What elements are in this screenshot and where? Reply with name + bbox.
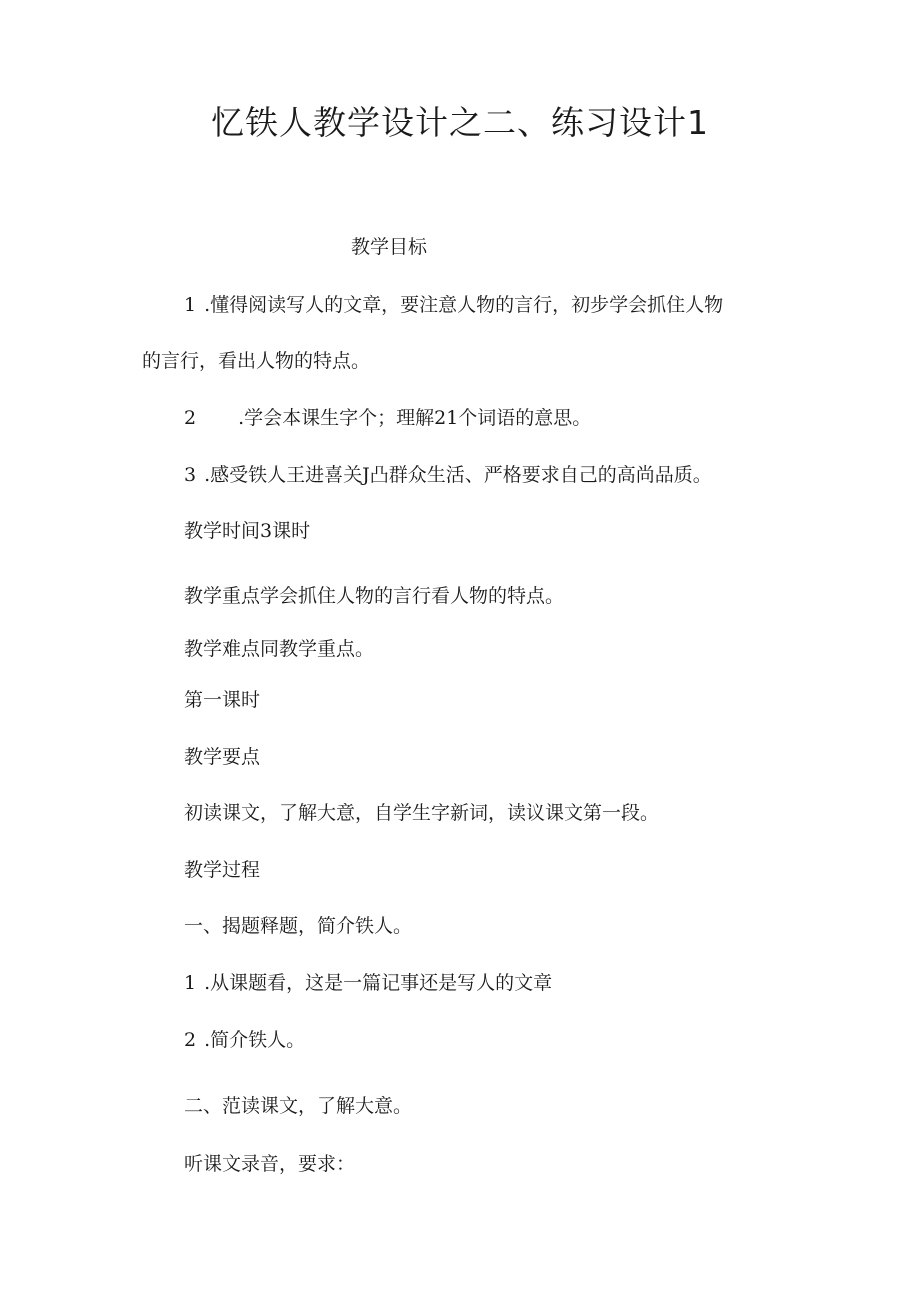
objective-number: 1 (184, 294, 197, 316)
section-one-heading: 一、揭题释题，简介铁人。 (184, 915, 413, 937)
section-two-heading: 二、范读课文，了解大意。 (184, 1095, 413, 1117)
page-title: 忆铁人教学设计之二、练习设计1 (211, 103, 709, 142)
essentials-text: 初读课文，了解大意，自学生字新词，读议课文第一段。 (184, 802, 660, 824)
item-text: .从课题看，这是一篇记事还是写人的文章 (204, 972, 553, 994)
teaching-time: 教学时间3课时 (184, 520, 311, 542)
section-one-item-2 (184, 1027, 305, 1053)
listen-instruction: 听课文录音，要求： (184, 1153, 356, 1175)
teaching-difficulty: 教学难点同教学重点。 (184, 638, 375, 660)
objective-text: .学会本课生字个；理解21个词语的意思。 (238, 407, 592, 429)
item-number: 1 (184, 972, 197, 994)
item-number: 2 (184, 1029, 197, 1051)
lesson-one-heading: 第一课时 (184, 689, 261, 711)
process-heading: 教学过程 (184, 859, 261, 881)
teaching-key-point: 教学重点学会抓住人物的言行看人物的特点。 (184, 585, 565, 607)
objective-number: 2 (184, 407, 197, 429)
item-text: .简介铁人。 (204, 1029, 306, 1051)
objectives-heading: 教学目标 (351, 236, 428, 258)
objective-number: 3 (184, 464, 197, 486)
objective-item-1-continued: 的言行，看出人物的特点。 (142, 350, 371, 372)
objective-text: .感受铁人王进喜关J凸群众生活、严格要求自己的高尚品质。 (204, 464, 712, 486)
objective-item-1 (184, 292, 723, 318)
section-one-item-1 (184, 970, 552, 996)
objective-text: .懂得阅读写人的文章，要注意人物的言行，初步学会抓住人物 (204, 294, 724, 316)
essentials-heading: 教学要点 (184, 746, 261, 768)
objective-item-2 (184, 405, 591, 431)
objective-item-3 (184, 462, 712, 488)
